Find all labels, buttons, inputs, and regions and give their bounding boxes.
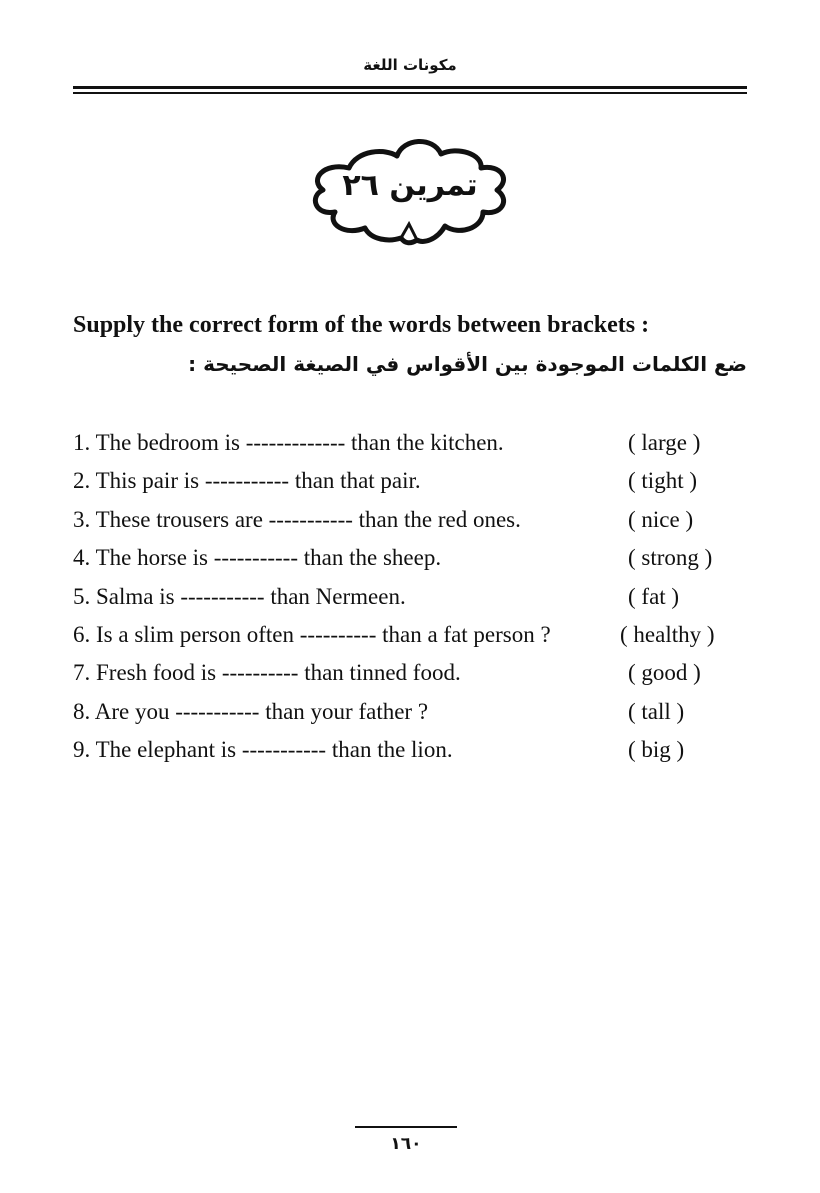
item-hint: ( strong ) (628, 545, 713, 571)
item-sentence: 6. Is a slim person often ---------- than a fat person ? (73, 621, 551, 647)
header-rule-bottom (73, 92, 747, 94)
list-item (73, 428, 753, 466)
footer-rule (355, 1126, 457, 1128)
exercise-list (73, 428, 753, 774)
running-head: مكونات اللغة (363, 56, 457, 74)
item-hint: ( good ) (628, 660, 701, 686)
list-item (73, 466, 753, 504)
header-rule-top (73, 86, 747, 89)
item-sentence: 2. This pair is ----------- than that pair. (73, 468, 421, 494)
list-item (73, 735, 753, 773)
item-sentence: 3. These trousers are ----------- than the red ones. (73, 506, 521, 532)
item-hint: ( tight ) (628, 468, 697, 494)
item-sentence: 5. Salma is ----------- than Nermeen. (73, 583, 406, 609)
list-item (73, 697, 753, 735)
item-sentence: 4. The horse is ----------- than the sheep. (73, 545, 442, 571)
list-item (73, 620, 753, 658)
exercise-badge (305, 132, 515, 252)
exercise-title: تمرين ٢٦ (342, 168, 478, 203)
item-hint: ( healthy ) (620, 621, 715, 647)
item-sentence: 8. Are you ----------- than your father ? (73, 698, 429, 724)
page-number: ١٦٠ (390, 1134, 422, 1154)
item-hint: ( big ) (628, 737, 685, 763)
item-sentence: 1. The bedroom is ------------- than the kitchen. (73, 430, 504, 455)
instruction-english: Supply the correct form of the words between brackets : (73, 312, 650, 338)
instruction-arabic: ضع الكلمات الموجودة بين الأقواس في الصيغة الصحيحة : (188, 352, 747, 376)
item-hint: ( nice ) (628, 506, 694, 532)
list-item (73, 582, 753, 620)
item-sentence: 9. The elephant is ----------- than the lion. (73, 737, 453, 763)
list-item (73, 543, 753, 581)
list-item (73, 505, 753, 543)
item-hint: ( tall ) (628, 698, 685, 724)
list-item (73, 658, 753, 696)
item-hint: ( large ) (628, 430, 701, 455)
item-hint: ( fat ) (628, 583, 680, 609)
item-sentence: 7. Fresh food is ---------- than tinned food. (73, 660, 461, 686)
